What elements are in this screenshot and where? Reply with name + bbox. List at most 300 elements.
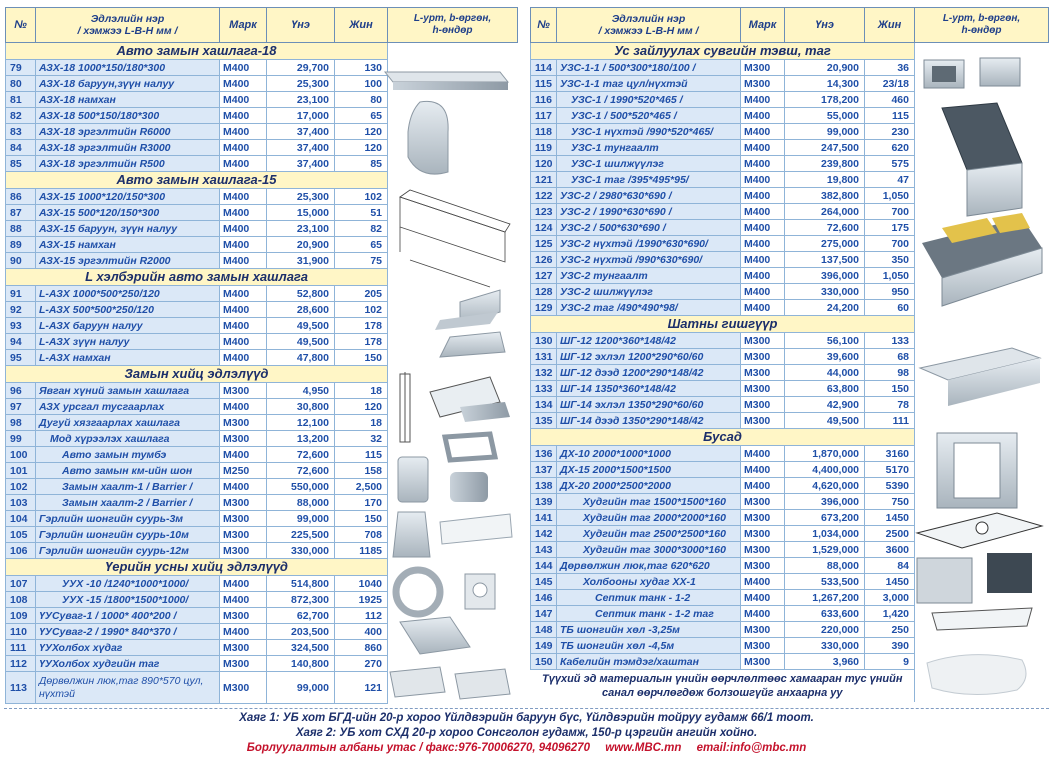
row-number: 83: [6, 124, 36, 140]
product-name: Авто замын тумбэ: [36, 447, 220, 463]
barrier-icon: [440, 514, 512, 544]
product-name: УЗС-1 / 1990*520*465 /: [557, 92, 741, 108]
product-weight: 98: [865, 365, 915, 381]
row-number: 101: [6, 463, 36, 479]
product-name: АЗХ урсгал тусгаарлах: [36, 399, 220, 415]
product-name: Гэрлийн шонгийн суурь-12м: [36, 543, 220, 559]
row-number: 113: [6, 672, 36, 704]
product-weight: 3160: [865, 446, 915, 462]
product-price: 178,200: [785, 92, 865, 108]
product-price: 1,034,000: [785, 526, 865, 542]
concrete-grade: М300: [741, 638, 785, 654]
row-number: 128: [531, 284, 557, 300]
culvert-ring-icon: [396, 570, 495, 614]
product-price: 63,800: [785, 381, 865, 397]
row-number: 110: [6, 624, 36, 640]
product-name: ШГ-12 1200*360*148/42: [557, 333, 741, 349]
product-price: 140,800: [267, 656, 335, 672]
concrete-grade: М300: [220, 672, 267, 704]
product-weight: 60: [865, 300, 915, 316]
product-price: 4,620,000: [785, 478, 865, 494]
row-number: 150: [531, 654, 557, 670]
product-name: УЗС-2 шилжүүлэг: [557, 284, 741, 300]
product-price: 20,900: [267, 237, 335, 253]
row-number: 131: [531, 349, 557, 365]
product-name: УЗС-1-1 таг цул/нүхтэй: [557, 76, 741, 92]
product-weight: 32: [335, 431, 388, 447]
cable-marker-icon: [927, 655, 1026, 695]
product-price: 275,000: [785, 236, 865, 252]
concrete-grade: М400: [220, 286, 267, 302]
concrete-grade: М400: [220, 447, 267, 463]
product-weight: 1,050: [865, 268, 915, 284]
product-price: 44,000: [785, 365, 865, 381]
concrete-grade: М400: [220, 302, 267, 318]
row-number: 125: [531, 236, 557, 252]
right-product-illustrations: [912, 48, 1048, 703]
product-price: 99,000: [267, 672, 335, 704]
concrete-grade: М400: [220, 205, 267, 221]
row-number: 89: [6, 237, 36, 253]
concrete-grade: М400: [220, 592, 267, 608]
concrete-grade: М300: [741, 349, 785, 365]
product-name: Замын хаалт-1 / Barrier /: [36, 479, 220, 495]
well-ring-icon: [937, 433, 1017, 508]
tree-guard-icon: [445, 434, 495, 460]
product-name: УЗС-1 / 500*520*465 /: [557, 108, 741, 124]
section-title: Бусад: [531, 429, 915, 446]
product-weight: 9: [865, 654, 915, 670]
product-weight: 80: [335, 92, 388, 108]
product-name: УЗС-2 нүхтэй /990*630*690/: [557, 252, 741, 268]
product-weight: 130: [335, 60, 388, 76]
product-weight: 205: [335, 286, 388, 302]
product-weight: 390: [865, 638, 915, 654]
concrete-grade: М300: [741, 365, 785, 381]
product-weight: 250: [865, 622, 915, 638]
concrete-grade: М400: [741, 252, 785, 268]
product-price: 203,500: [267, 624, 335, 640]
concrete-grade: М400: [741, 478, 785, 494]
header-mark: Марк: [741, 8, 785, 43]
concrete-grade: М400: [741, 140, 785, 156]
concrete-grade: М400: [741, 268, 785, 284]
email-link[interactable]: email:info@mbc.mn: [696, 742, 807, 754]
concrete-grade: М300: [741, 526, 785, 542]
concrete-grade: М400: [220, 76, 267, 92]
product-weight: 950: [865, 284, 915, 300]
product-name: АЗХ-15 баруун, зүүн налуу: [36, 221, 220, 237]
product-weight: 700: [865, 236, 915, 252]
concrete-grade: М400: [741, 92, 785, 108]
concrete-grade: М300: [220, 656, 267, 672]
concrete-grade: М300: [741, 60, 785, 76]
concrete-grade: М300: [741, 494, 785, 510]
row-number: 149: [531, 638, 557, 654]
row-number: 108: [6, 592, 36, 608]
product-weight: 575: [865, 156, 915, 172]
product-weight: 170: [335, 495, 388, 511]
product-weight: 82: [335, 221, 388, 237]
product-price: 13,200: [267, 431, 335, 447]
product-weight: 23/18: [865, 76, 915, 92]
product-price: 49,500: [267, 334, 335, 350]
product-price: 24,200: [785, 300, 865, 316]
product-name: Септик танк - 1-2: [557, 590, 741, 606]
product-price: 42,900: [785, 397, 865, 413]
product-name: Худгийн таг 2000*2000*160: [557, 510, 741, 526]
concrete-grade: М300: [220, 527, 267, 543]
row-number: 143: [531, 542, 557, 558]
product-price: 88,000: [267, 495, 335, 511]
concrete-grade: М300: [741, 413, 785, 429]
product-name: Дөрвөлжин люк,таг 620*620: [557, 558, 741, 574]
product-name: УЗС-1 тунгаалт: [557, 140, 741, 156]
product-weight: 85: [335, 156, 388, 172]
row-number: 112: [6, 656, 36, 672]
product-price: 3,960: [785, 654, 865, 670]
product-weight: 2500: [865, 526, 915, 542]
product-weight: 75: [335, 253, 388, 269]
product-name: Дугуй хязгаарлах хашлага: [36, 415, 220, 431]
product-name: ДХ-20 2000*2500*2000: [557, 478, 741, 494]
product-price: 52,800: [267, 286, 335, 302]
product-weight: 750: [865, 494, 915, 510]
row-number: 138: [531, 478, 557, 494]
concrete-grade: М300: [741, 542, 785, 558]
concrete-grade: М400: [220, 479, 267, 495]
product-name: АЗХ-18 500*150/180*300: [36, 108, 220, 124]
product-price: 31,900: [267, 253, 335, 269]
concrete-grade: М300: [741, 654, 785, 670]
road-bollard-icon: [398, 457, 488, 502]
row-number: 95: [6, 350, 36, 366]
product-name: УУХ -15 /1800*1500*1000/: [36, 592, 220, 608]
concrete-grade: М400: [220, 576, 267, 592]
concrete-grade: М300: [741, 381, 785, 397]
row-number: 114: [531, 60, 557, 76]
product-weight: 1,420: [865, 606, 915, 622]
row-number: 120: [531, 156, 557, 172]
product-weight: 150: [865, 381, 915, 397]
row-number: 130: [531, 333, 557, 349]
product-name: L-АЗХ 1000*500*250/120: [36, 286, 220, 302]
concrete-grade: М400: [220, 253, 267, 269]
concrete-grade: М400: [220, 124, 267, 140]
header-weight: Жин: [335, 8, 388, 43]
product-name: Худгийн таг 1500*1500*160: [557, 494, 741, 510]
row-number: 148: [531, 622, 557, 638]
concrete-grade: М400: [220, 318, 267, 334]
row-number: 87: [6, 205, 36, 221]
product-price: 247,500: [785, 140, 865, 156]
header-price: Үнэ: [785, 8, 865, 43]
concrete-grade: М300: [220, 415, 267, 431]
row-number: 127: [531, 268, 557, 284]
product-price: 99,000: [267, 511, 335, 527]
concrete-grade: М400: [741, 124, 785, 140]
row-number: 123: [531, 204, 557, 220]
product-name: АЗХ-18 эргэлтийн R6000: [36, 124, 220, 140]
address-2: Хаяг 2: УБ хот СХД 20-р хороо Сонсголон гудамж, 150-р цэргийн ангийн хойно.: [295, 727, 758, 739]
product-weight: 860: [335, 640, 388, 656]
product-price: 220,000: [785, 622, 865, 638]
concrete-grade: М400: [220, 60, 267, 76]
row-number: 122: [531, 188, 557, 204]
channel-icon: [400, 617, 470, 654]
product-name: Худгийн таг 3000*3000*160: [557, 542, 741, 558]
product-name: ҮУСуваг-1 / 1000* 400*200 /: [36, 608, 220, 624]
product-weight: 121: [335, 672, 388, 704]
concrete-grade: М250: [220, 463, 267, 479]
product-price: 72,600: [267, 463, 335, 479]
product-price: 23,100: [267, 221, 335, 237]
pole-foot-icon: [932, 608, 1032, 630]
product-price: 37,400: [267, 140, 335, 156]
product-name: УЗС-2 / 1990*630*690 /: [557, 204, 741, 220]
product-weight: 1185: [335, 543, 388, 559]
row-number: 133: [531, 381, 557, 397]
product-price: 55,000: [785, 108, 865, 124]
concrete-grade: М400: [741, 172, 785, 188]
product-name: Септик танк - 1-2 таг: [557, 606, 741, 622]
section-title: Авто замын хашлага-15: [6, 172, 388, 189]
table-header: [531, 8, 1049, 43]
product-price: 30,800: [267, 399, 335, 415]
header-num: №: [6, 8, 36, 43]
concrete-grade: М400: [220, 399, 267, 415]
concrete-grade: М400: [220, 156, 267, 172]
product-price: 88,000: [785, 558, 865, 574]
section-title: Ус зайлуулах сувгийн тэвш, таг: [531, 43, 915, 60]
product-weight: 78: [865, 397, 915, 413]
product-name: АЗХ-18 эргэлтийн R500: [36, 156, 220, 172]
row-number: 102: [6, 479, 36, 495]
product-name: L-АЗХ баруун налуу: [36, 318, 220, 334]
row-number: 94: [6, 334, 36, 350]
website-link[interactable]: www.MBC.mn: [605, 742, 682, 754]
product-weight: 65: [335, 108, 388, 124]
product-weight: 36: [865, 60, 915, 76]
product-weight: 133: [865, 333, 915, 349]
curb-straight-icon: [385, 72, 508, 90]
row-number: 137: [531, 462, 557, 478]
concrete-grade: М400: [220, 108, 267, 124]
product-name: ШГ-12 дээд 1200*290*148/42: [557, 365, 741, 381]
row-number: 104: [6, 511, 36, 527]
product-name: АЗХ-15 эргэлтийн R2000: [36, 253, 220, 269]
light-pole-base-icon: [393, 512, 430, 557]
product-price: 1,267,200: [785, 590, 865, 606]
section-title: Шатны гишгүүр: [531, 316, 915, 333]
header-dimension-legend: L-урт, b-өргөн, h-өндөр: [388, 8, 518, 43]
product-price: 49,500: [785, 413, 865, 429]
product-price: 29,700: [267, 60, 335, 76]
concrete-grade: М400: [741, 606, 785, 622]
product-price: 4,950: [267, 383, 335, 399]
concrete-grade: М300: [220, 511, 267, 527]
product-name: Гэрлийн шонгийн суурь-10м: [36, 527, 220, 543]
product-price: 39,600: [785, 349, 865, 365]
product-weight: 350: [865, 252, 915, 268]
product-name: АЗХ-18 1000*150/180*300: [36, 60, 220, 76]
concrete-grade: М400: [741, 236, 785, 252]
product-price: 15,000: [267, 205, 335, 221]
product-name: ДХ-10 2000*1000*1000: [557, 446, 741, 462]
row-number: 116: [531, 92, 557, 108]
manhole-cover-icon: [390, 667, 510, 699]
product-price: 396,000: [785, 494, 865, 510]
product-weight: 270: [335, 656, 388, 672]
row-number: 97: [6, 399, 36, 415]
product-weight: 120: [335, 399, 388, 415]
well-cover-icon: [917, 513, 1042, 548]
product-weight: 620: [865, 140, 915, 156]
product-name: УЗС-1 нүхтэй /990*520*465/: [557, 124, 741, 140]
product-name: ШГ-14 дээд 1350*290*148/42: [557, 413, 741, 429]
row-number: 144: [531, 558, 557, 574]
section-title: Үерийн усны хийц эдлэлүүд: [6, 559, 388, 576]
product-price: 239,800: [785, 156, 865, 172]
product-weight: 115: [335, 447, 388, 463]
product-price: 49,500: [267, 318, 335, 334]
header-dimension-legend: L-урт, b-өргөн, h-өндөр: [915, 8, 1049, 43]
header-weight: Жин: [865, 8, 915, 43]
product-weight: 1040: [335, 576, 388, 592]
row-number: 84: [6, 140, 36, 156]
concrete-grade: М400: [741, 108, 785, 124]
concrete-grade: М400: [741, 300, 785, 316]
product-price: 25,300: [267, 189, 335, 205]
product-price: 225,500: [267, 527, 335, 543]
row-number: 139: [531, 494, 557, 510]
product-weight: 112: [335, 608, 388, 624]
product-price: 633,600: [785, 606, 865, 622]
product-price: 12,100: [267, 415, 335, 431]
product-price: 20,900: [785, 60, 865, 76]
concrete-grade: М400: [220, 140, 267, 156]
row-number: 80: [6, 76, 36, 92]
product-name: ШГ-14 1350*360*148/42: [557, 381, 741, 397]
row-number: 100: [6, 447, 36, 463]
section-header: [6, 43, 518, 60]
product-price: 72,600: [267, 447, 335, 463]
curb-drawing-icon: [400, 190, 510, 287]
row-number: 106: [6, 543, 36, 559]
row-number: 145: [531, 574, 557, 590]
row-number: 107: [6, 576, 36, 592]
product-weight: 111: [865, 413, 915, 429]
row-number: 134: [531, 397, 557, 413]
price-change-note: Түүхий эд материалын үнийн өөрчлөлтөөс хамааран тус үнийн санал өөрчлөгдөж болзошгүйг анхаарна уу: [542, 672, 903, 699]
product-price: 62,700: [267, 608, 335, 624]
section-title: Авто замын хашлага-18: [6, 43, 388, 60]
product-weight: 460: [865, 92, 915, 108]
row-number: 119: [531, 140, 557, 156]
row-number: 88: [6, 221, 36, 237]
stair-step-icon: [920, 348, 1040, 406]
l-curb-slope-icon: [440, 332, 505, 357]
product-name: Замын хаалт-2 / Barrier /: [36, 495, 220, 511]
row-number: 126: [531, 252, 557, 268]
product-name: Гэрлийн шонгийн суурь-3м: [36, 511, 220, 527]
concrete-grade: М300: [741, 76, 785, 92]
row-number: 115: [531, 76, 557, 92]
row-number: 103: [6, 495, 36, 511]
product-weight: 5390: [865, 478, 915, 494]
contact-line: [0, 742, 1053, 754]
product-weight: 68: [865, 349, 915, 365]
product-weight: 47: [865, 172, 915, 188]
drain-tray-small-icon: [924, 58, 1020, 88]
concrete-grade: М400: [741, 590, 785, 606]
product-name: АЗХ-18 баруун,зүүн налуу: [36, 76, 220, 92]
table-header: [6, 8, 518, 43]
product-price: 324,500: [267, 640, 335, 656]
product-price: 396,000: [785, 268, 865, 284]
product-weight: 700: [865, 204, 915, 220]
product-price: 382,800: [785, 188, 865, 204]
product-weight: 18: [335, 415, 388, 431]
product-weight: 230: [865, 124, 915, 140]
product-name: ТБ шонгийн хөл -3,25м: [557, 622, 741, 638]
row-number: 92: [6, 302, 36, 318]
concrete-grade: М400: [741, 220, 785, 236]
product-weight: 1450: [865, 510, 915, 526]
product-price: 533,500: [785, 574, 865, 590]
septic-tank-icon: [917, 553, 1032, 603]
product-name: ТБ шонгийн хөл -4,5м: [557, 638, 741, 654]
row-number: 81: [6, 92, 36, 108]
row-number: 141: [531, 510, 557, 526]
product-weight: 84: [865, 558, 915, 574]
concrete-grade: М400: [220, 189, 267, 205]
product-weight: 178: [335, 318, 388, 334]
row-number: 79: [6, 60, 36, 76]
section-title: Замын хийц эдлэлүүд: [6, 366, 388, 383]
product-price: 1,870,000: [785, 446, 865, 462]
row-number: 132: [531, 365, 557, 381]
concrete-grade: М400: [220, 350, 267, 366]
product-weight: 102: [335, 189, 388, 205]
product-price: 137,500: [785, 252, 865, 268]
header-mark: Марк: [220, 8, 267, 43]
product-price: 330,000: [785, 638, 865, 654]
product-price: 872,300: [267, 592, 335, 608]
product-price: 72,600: [785, 220, 865, 236]
row-number: 105: [6, 527, 36, 543]
product-weight: 5170: [865, 462, 915, 478]
concrete-grade: М400: [741, 284, 785, 300]
row-number: 129: [531, 300, 557, 316]
product-weight: 120: [335, 124, 388, 140]
concrete-grade: М400: [220, 237, 267, 253]
product-name: L-АЗХ намхан: [36, 350, 220, 366]
product-weight: 100: [335, 76, 388, 92]
product-weight: 102: [335, 302, 388, 318]
product-name: L-АЗХ зүүн налуу: [36, 334, 220, 350]
row-number: 99: [6, 431, 36, 447]
concrete-grade: М300: [220, 543, 267, 559]
product-name: Мод хүрээлэх хашлага: [36, 431, 220, 447]
row-number: 82: [6, 108, 36, 124]
product-weight: 18: [335, 383, 388, 399]
concrete-grade: М300: [741, 558, 785, 574]
product-name: УЗС-1-1 / 500*300*180/100 /: [557, 60, 741, 76]
left-product-illustrations: [380, 62, 515, 702]
concrete-grade: М300: [741, 622, 785, 638]
concrete-grade: М300: [220, 431, 267, 447]
